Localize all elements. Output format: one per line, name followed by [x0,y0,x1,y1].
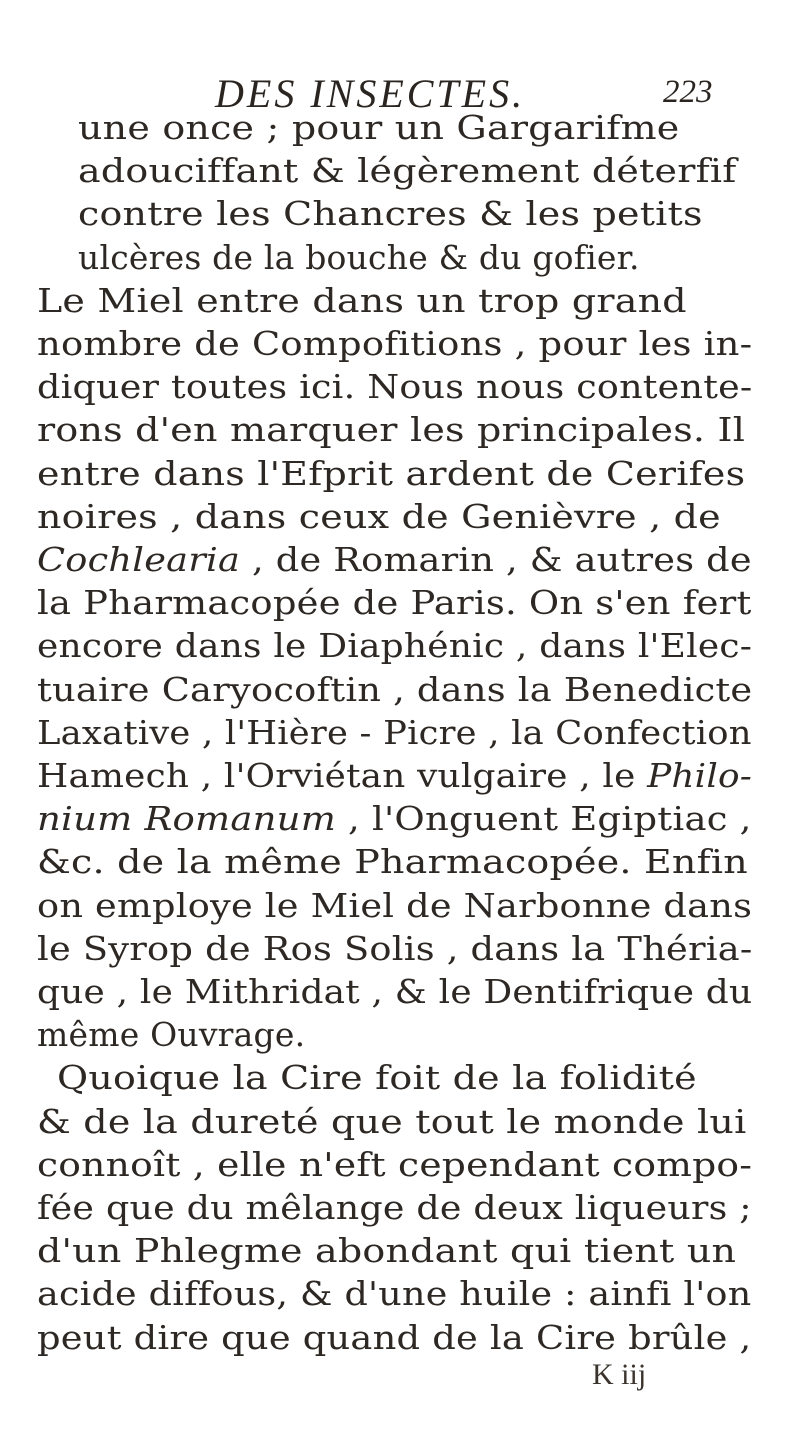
signature-mark: K iij [592,1358,647,1391]
text-run: noires , dans ceux de Genièvre , de [37,496,721,536]
text-run: diquer toutes ici. Nous nous contente- [37,367,753,407]
text-line [37,497,721,536]
running-title: DES INSECTES. [215,71,526,116]
text-run: même Ouvrage. [37,1015,306,1055]
text-line [57,1058,697,1097]
text-run: peut dire que quand de la Cire brûle , [37,1317,752,1357]
text-run: fée que du mêlange de deux liqueurs ; [37,1188,752,1227]
text-line [37,1231,736,1270]
text-line [37,626,752,665]
text-line [37,842,748,881]
text-run: le Syrop de Ros Solis , dans la Théria- [37,928,753,968]
text-run: acide diffous, & d'une huile : ainfi l'on [37,1274,752,1314]
text-line [37,1188,752,1227]
text-run: , de Romarin , & autres de [240,540,752,579]
text-run: tuaire Caryocoftin , dans la Benedicte [37,669,753,709]
text-line [37,1145,752,1184]
text-run: que , le Mithridat , & le Dentifrique du [37,972,753,1011]
text-line [78,194,703,233]
text-run: rons d'en marquer les principales. Il [37,410,746,450]
text-run: une once ; pour un Gargarifme [78,108,680,147]
text-run: contre les Chancres & les petits [78,194,703,234]
text-line [37,454,745,493]
text-line [37,1015,305,1054]
text-run: Quoique la Cire foit de la folidité [57,1058,697,1098]
text-run: &c. de la même Pharmacopée. Enfin [37,842,748,882]
text-run: on employe le Miel de Narbonne dans [37,885,753,925]
italic-text: Cochlearia [37,540,241,579]
text-line [37,410,745,449]
text-line [37,367,752,406]
text-run: encore dans le Diaphénic , dans l'Elec- [37,626,753,666]
text-line [37,324,752,363]
text-run: & de la dureté que tout le monde lui [37,1101,747,1141]
text-run: connoît , elle n'eft cependant compo- [37,1144,753,1184]
text-line [37,799,752,838]
page-number: 223 [663,74,713,110]
text-line [37,670,752,709]
text-run: nombre de Compofitions , pour les in- [37,324,753,363]
text-line [37,756,752,795]
text-line [37,540,752,579]
text-run: Hamech , l'Orviétan vulgaire , le [37,756,648,795]
text-run: ulcères de la bouche & du gofier. [78,237,640,277]
text-run: , l'Onguent Egiptiac , [336,799,752,839]
italic-text: nium Romanum [37,799,337,839]
italic-text: Philo- [647,756,753,795]
text-run: adouciffant & légèrement déterfif [78,151,737,191]
text-line [37,281,687,320]
text-line [37,1318,751,1357]
text-run: entre dans l'Efprit ardent de Cerifes [37,453,746,493]
text-run: Laxative , l'Hière - Picre , la Confection [37,712,752,752]
text-line [78,151,737,190]
text-line [78,108,680,147]
text-line [37,1102,746,1141]
text-line [37,1274,751,1313]
text-run: Le Miel entre dans un trop grand [37,280,687,320]
text-line [78,238,640,277]
text-line [37,886,752,925]
text-line [37,583,751,622]
text-run: d'un Phlegme abondant qui tient un [37,1231,737,1271]
text-line [37,713,752,752]
text-run: la Pharmacopée de Paris. On s'en fert [37,583,752,623]
text-line [37,972,752,1011]
text-line [37,929,753,968]
